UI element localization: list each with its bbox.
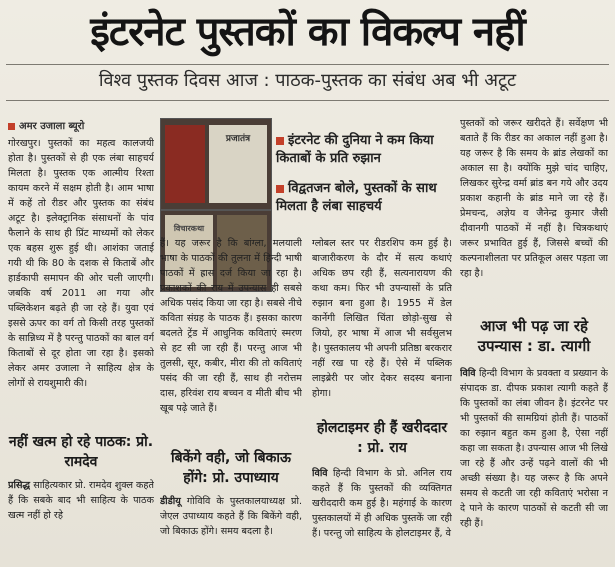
column-1-tail — [8, 478, 154, 563]
divider-sub — [6, 100, 609, 101]
bullet-square-icon — [276, 137, 284, 145]
column-4-body — [460, 116, 608, 312]
column-4-tail — [460, 366, 608, 564]
column-3-body — [312, 236, 452, 416]
headline: इंटरनेट पुस्तकों का विकल्प नहीं — [90, 9, 525, 55]
bullet-square-icon — [276, 185, 284, 193]
bullet-square-icon — [8, 123, 15, 130]
column-2-subhead: बिकेंगे वही, जो बिकाऊ होंगे: प्रो. उपाध्याय — [170, 450, 292, 486]
byline-text: अमर उजाला ब्यूरो — [19, 121, 85, 132]
divider-top — [6, 64, 609, 65]
book-title-1: प्रजातंत्र — [225, 134, 251, 144]
book-cover-light — [209, 125, 267, 203]
book-title-2: विचारकथा — [173, 224, 205, 233]
column-1-text: गोरखपुर। पुस्तकों का महत्व कालजयी होता है। पुस्तकों से ही एक लंबा साहचर्य मिलता है। पुस्तक एक आत्मीय रिश्ता कायम करने में सक्षम होती है। आम भाषा में कहें तो रीडर और पुस्तक का संबंध अटूट है। इलेक्ट्रानिक संसाधनों के पांव फैलाने के साथ ही प्रिंट माध्यमों को लेकर एक बहस शुरू हुई थी। आशंका जताई गयी थी कि 80 के दशक से किताबें और हार्डकापी समापन की ओर चली जाएगी। जबकि वर्ष 2011 आ गया और पब्लिकेशन बढ़ते ही जा रहे हैं। युवा एवं इससे ऊपर का वर्ग तो किसी तरह पुस्तकों के सान्निध्य में है परन्तु पाठकों का बाल वर्ग किताबों से दूर होता जा रहा है। इसको लेकर अमर उजाला ने साहित्य क्षेत्र के लोगों से रायशुमारी की। — [8, 138, 154, 389]
column-3-tail — [312, 466, 452, 564]
column-4-tail-text: हिन्दी विभाग के प्रवक्ता व प्रख्यान के संपादक डा. दीपक प्रकाश त्यागी कहते हैं कि पुस्तकों का लंबा जीवन है। इंटरनेट पर भी पुस्तकों की सामग्रियां होती हैं। पाठकों का रुझान बहुत कम हुआ है, ऐसा नहीं कहा जा सकता है। उपन्यास आज भी लिखे जा रहे हैं और उन्हें पढ़ने वालों की भी अच्छी संख्या है। यह जरूर है कि अपने समय से कटती जा रही कविताएं भरोसा न दे पाने के कारण पाठकों से कटती सी जा रही हैं। — [460, 368, 608, 529]
pull-quote-1-text: इंटरनेट की दुनिया ने कम किया किताबों के प्रति रुझान — [276, 133, 434, 166]
column-3-text: ग्लोबल स्तर पर रीडरशिप कम हुई है। बाजारीकरण के दौर में सत्य कथाएं अधिक छप रही हैं, सत्यनारायण की कथा कम। फिर भी उपन्यासों के प्रति रुझान बना हुआ है। 1955 में डेल कार्नेगी लिखित चिंता छोड़ो-सुख से जियो, हर भाषा में आज भी सर्वसुलभ है। पुस्तकालय भी अपनी प्रतिष्ठा बरकरार नहीं रख पा रहे हैं। ऐसे में पब्लिक लाइब्रेरी पर जोर देकर सदस्य बनाना होगा। — [312, 238, 452, 399]
column-2-tail-lead: डीडीयू — [160, 496, 181, 507]
column-1-tail-lead: प्रसिद्ध — [8, 480, 31, 491]
column-1-subhead: नहीं खत्म हो रहे पाठक: प्रो. रामदेव — [8, 434, 154, 470]
column-2-body — [160, 236, 302, 444]
column-2-tail — [160, 494, 302, 564]
column-3-tail-lead: विवि — [312, 468, 328, 479]
column-1-tail-text: साहित्यकार प्रो. रामदेव शुक्ल कहते हैं कि सबके बाद भी साहित्य के पाठक खत्म नहीं हो रहे — [8, 480, 154, 521]
byline — [8, 118, 150, 132]
pull-quote-2-text: विद्वतजन बोले, पुस्तकों के साथ मिलता है लंबा साहचर्य — [276, 181, 437, 214]
column-3-tail-text: हिन्दी विभाग के प्रो. अनिल राय कहते हैं कि पुस्तकों की व्यक्तिगत खरीददारी कम हुई है। महंगाई के कारण पुस्तकालयों में ही अधिक पुस्तकें जा रही हैं। परन्तु जो साहित्य के होलटाइमर हैं, वे — [312, 468, 452, 539]
pull-quote-2 — [276, 180, 444, 216]
column-4-subhead: आज भी पढ़ जा रहे उपन्यास : डा. त्यागी — [477, 317, 591, 355]
subheadline: विश्व पुस्तक दिवस आज : पाठक-पुस्तक का संबंध अब भी अटूट — [98, 70, 517, 91]
column-4-tail-lead: विवि — [460, 368, 476, 379]
book-photo-top — [160, 118, 272, 210]
column-2-tail-text: गोविवि के पुस्तकालयाध्यक्ष प्रो. जेएल उपाध्याय कहते हैं कि बिकेंगे वही, जो बिकाऊ होंगे। समय बदला है। — [160, 496, 302, 537]
column-1-body — [8, 136, 154, 426]
column-4-text: पुस्तकों को जरूर खरीदते हैं। सर्वेक्षण भी बताते हैं कि रीडर का अकाल नहीं हुआ है। यह जरूर है कि समय के ब्रांड लेखकों का अकाल सा है। क्योंकि मुझे चांद चाहिए, लिखकर सुरेन्द्र वर्मा ब्रांड बन गये और उदय प्रकाश कहानी के ब्रांड माने जा रहे हैं। प्रेमचन्द, अज्ञेय व जैनेन्द्र कुमार जैसी दीवानगी पाठकों में नहीं है। चित्रकथाएं जरूर प्रभावित हुई हैं, जिससे बच्चों की कल्पनाशीलता पर प्रतिकूल असर पड़ता जा रहा है। — [460, 118, 608, 279]
book-cover-red — [165, 125, 205, 203]
pull-quote-1 — [276, 132, 444, 168]
column-2-text: हैं। यह जरूर है कि बांग्ला, मलयाली भाषा के पाठकों की तुलना में हिन्दी भाषी पाठकों में ह्रास दर्ज किया जा रहा है। प्रकाशकों की राय में उपन्यास ही सबसे अधिक पसंद किया जा रहा है। सबसे नीचे कविता संग्रह के पाठक हैं। इसका कारण बदलते ट्रेंड में आधुनिक कविताएं स्मरण से हट सी जा रही हैं। परन्तु आज भी तुलसी, सूर, कबीर, मीरा की तो कविताएं पसंद की जा रही हैं, साथ ही नरोत्तम दास, हरिवंश राय बच्चन व मीती बीच भी खूब पढ़े जाते हैं। — [160, 238, 302, 414]
column-3-subhead: होलटाइमर ही हैं खरीददार : प्रो. राय — [316, 420, 448, 456]
